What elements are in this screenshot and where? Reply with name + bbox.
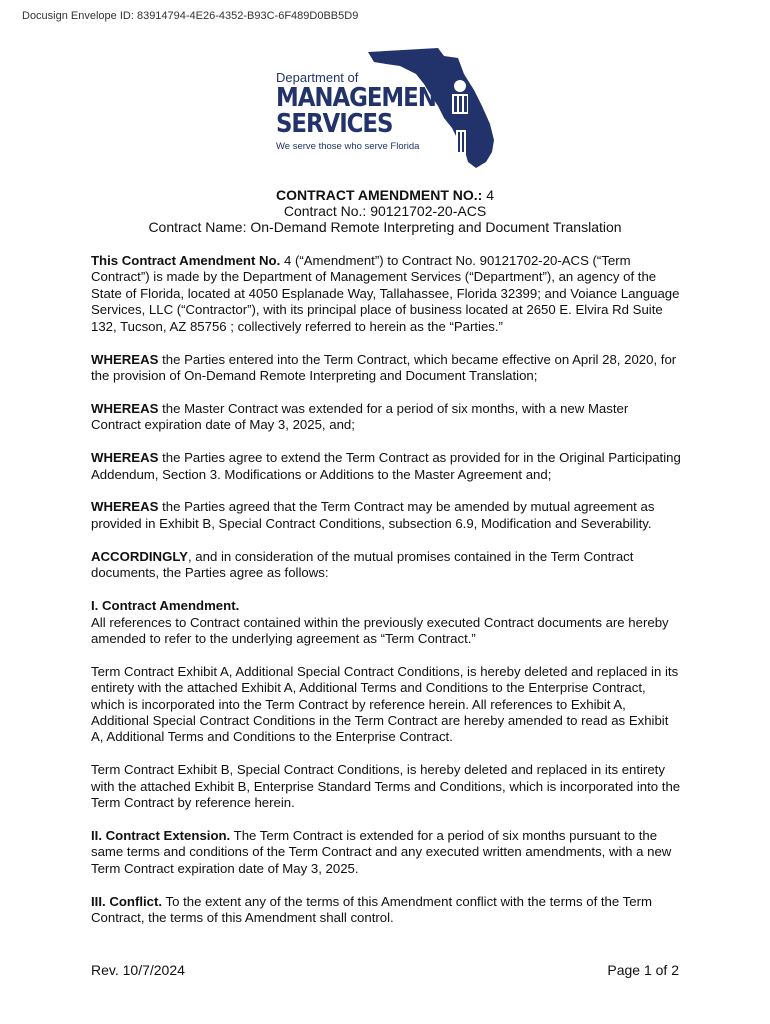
section-2-heading: II. Contract Extension.	[91, 828, 231, 844]
intro-paragraph: This Contract Amendment No. 4 (“Amendment”) to Contract No. 90121702-20-ACS (“Term Contract”) is made by the Department of Management Services (“Department”), an agency of the State of Florida, located at 4050 Esplanade Way, Tallahassee, Florida 32399; and Voiance Language Services, LLC (“Contractor”), with its principal place of business located at 2650 E. Elvira Rd Suite 132, Tucson, AZ 85756 ; collectively referred to herein as the “Parties.”	[91, 253, 680, 334]
section-2: II. Contract Extension. The Term Contract is extended for a period of six months pursuant to the same terms and conditions of the Term Contract and any executed written amendments, with a new Term Contract expiration date of May 3, 2025.	[91, 828, 672, 876]
document-body	[91, 253, 681, 943]
section-1-heading: I. Contract Amendment.	[91, 598, 240, 614]
accordingly-paragraph: ACCORDINGLY, and in consideration of the mutual promises contained in the Term Contract documents, the Parties agree as follows:	[91, 548, 634, 581]
whereas-paragraph-4: WHEREAS the Parties agreed that the Term Contract may be amended by mutual agreement as provided in Exhibit B, Special Contract Conditions, subsection 6.9, Modification and Severability.	[91, 499, 655, 531]
contract-number: Contract No.: 90121702-20-ACS	[283, 203, 487, 219]
contract-name: Contract Name: On-Demand Remote Interpreting and Document Translation	[148, 219, 622, 235]
exhibit-a-paragraph: Term Contract Exhibit A, Additional Special Contract Conditions, is hereby deleted and replaced in its entirety with the attached Exhibit A, Additional Terms and Conditions to the Enterprise Contract, which is incorporated into the Term Contract by reference herein. All references to Exhibit A, Additional Special Contract Conditions in the Term Contract are hereby amended to read as Exhibit A, Additional Terms and Conditions to the Enterprise Contract.	[91, 663, 679, 745]
page-number: Page 1 of 2	[607, 962, 679, 978]
logo-tagline: We serve those who serve Florida	[276, 141, 420, 152]
whereas-paragraph-2: WHEREAS the Master Contract was extended for a period of six months, with a new Master Contract expiration date of May 3, 2025, and;	[91, 400, 629, 433]
envelope-id: Docusign Envelope ID: 83914794-4E26-4352-B93C-6F489D0BB5D9	[22, 10, 359, 22]
logo-dept-of: Department of	[276, 70, 359, 85]
section-3: III. Conflict. To the extent any of the terms of this Amendment conflict with the terms of the Term Contract, the terms of this Amendment shall control.	[91, 893, 652, 926]
logo-line1: MANAGEMENT	[276, 83, 451, 113]
whereas-paragraph-1: WHEREAS the Parties entered into the Term Contract, which became effective on April 28, 2020, for the provision of On-Demand Remote Interpreting and Document Translation;	[91, 351, 677, 383]
revision-date: Rev. 10/7/2024	[91, 962, 185, 978]
section-3-heading: III. Conflict.	[91, 893, 163, 909]
dms-logo	[268, 44, 508, 174]
whereas-paragraph-3: WHEREAS the Parties agree to extend the Term Contract as provided for in the Original Participating Addendum, Section 3. Modifications or Additions to the Master Agreement and;	[91, 450, 681, 482]
amendment-title: CONTRACT AMENDMENT NO.: 4	[275, 187, 495, 203]
exhibit-b-paragraph: Term Contract Exhibit B, Special Contract Conditions, is hereby deleted and replaced in its entirety with the attached Exhibit B, Enterprise Standard Terms and Conditions, which is incorporated into the Term Contract by reference herein.	[91, 762, 681, 811]
document-heading	[0, 187, 770, 235]
logo-line2: SERVICES	[276, 109, 393, 139]
section-1: I. Contract Amendment. All references to Contract contained within the previously executed Contract documents are hereby amended to refer to the underlying agreement as “Term Contract.”	[91, 598, 669, 646]
